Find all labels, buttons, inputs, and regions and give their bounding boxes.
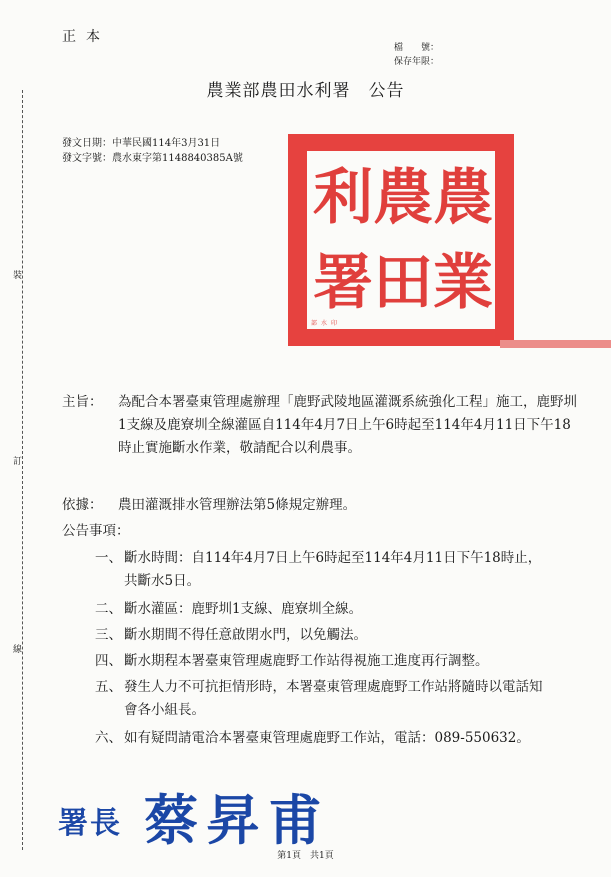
page-title: 農業部農田水利署 公告: [206, 81, 405, 101]
copy-mark: 正本: [62, 29, 110, 45]
item-text: 斷水灌區：鹿野圳1支線、鹿寮圳全線。: [124, 601, 363, 617]
signature-name: 蔡昇甫: [144, 788, 330, 852]
signature-role: 署長: [58, 806, 122, 841]
seal-char-minor: 水: [321, 320, 328, 327]
item-number: 一、: [95, 550, 122, 566]
seal-char: 利: [313, 163, 373, 233]
file-number-label: 檔 號：: [394, 43, 440, 53]
official-seal: [288, 134, 514, 346]
item-text: 斷水時間：自114年4月7日上午6時起至114年4月11日下午18時止，共斷水5日。: [124, 550, 542, 589]
item-text: 斷水期程本署臺東管理處鹿野工作站得視施工進度再行調整。: [124, 653, 489, 669]
issue-date: 發文日期：中華民國114年3月31日: [62, 138, 221, 149]
item-text: 斷水期間不得任意啟閉水門，以免觸法。: [124, 627, 367, 643]
item-number: 三、: [95, 627, 122, 643]
basis-text: 農田灌溉排水管理辦法第5條規定辦理。: [118, 497, 357, 513]
seal-char: 業: [433, 248, 493, 318]
seal-characters: [315, 157, 493, 327]
issue-number: 發文字號：農水東字第1148840385A號: [62, 153, 243, 164]
subject-text: 為配合本署臺東管理處辦理「鹿野武陵地區灌溉系統強化工程」施工，鹿野圳1支線及鹿寮圳全線灌區自114年4月7日上午6時起至114年4月11日下午18時止實施斷水作業，敬請配合以利農事。: [118, 394, 577, 456]
seal-frame: [304, 148, 498, 332]
seal-char: 署: [313, 248, 373, 318]
seal-char-minor: 部: [311, 320, 318, 327]
seal-char-minor: 印: [331, 320, 338, 327]
item-number: 四、: [95, 653, 122, 669]
item-number: 二、: [95, 601, 122, 617]
subject-label: 主旨：: [62, 394, 103, 410]
seal-char: 農: [433, 163, 493, 233]
page-indicator: 第1頁 共1頁: [277, 851, 334, 861]
binding-label-middle: 訂: [13, 452, 22, 469]
binding-label-bottom: 線: [13, 640, 22, 657]
binding-label-top: 裝: [13, 266, 22, 283]
item-number: 五、: [95, 679, 122, 695]
basis-label: 依據：: [62, 497, 103, 513]
items-label: 公告事項：: [62, 523, 130, 539]
seal-char: 農: [373, 163, 433, 233]
binding-line: [22, 90, 23, 850]
item-text: 如有疑問請電洽本署臺東管理處鹿野工作站，電話：089-550632。: [124, 730, 530, 746]
seal-char: 田: [373, 248, 433, 318]
seal-overlap-strip: [500, 340, 611, 348]
item-number: 六、: [95, 730, 122, 746]
item-text: 發生人力不可抗拒情形時，本署臺東管理處鹿野工作站將隨時以電話知會各小組長。: [124, 679, 543, 718]
retention-label: 保存年限：: [394, 57, 440, 67]
